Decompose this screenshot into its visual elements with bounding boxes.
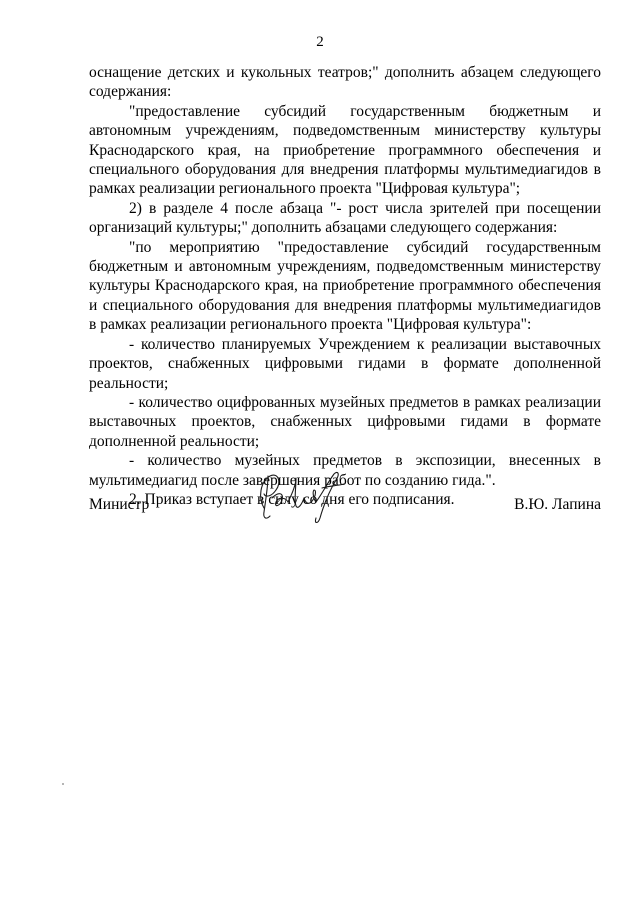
signatory-name: В.Ю. Лапина bbox=[514, 496, 601, 513]
paragraph: - количество музейных предметов в экспозиции, внесенных в мультимедиагид после завершения работ по созданию гида.". bbox=[89, 452, 601, 489]
handwritten-signature bbox=[252, 468, 348, 526]
scan-speck bbox=[62, 783, 64, 785]
page-number: 2 bbox=[316, 34, 324, 50]
paragraph: "предоставление субсидий государственным бюджетным и автономным учреждениям, подведомственным министерству культуры Краснодарского края, на приобретение программного обеспечения и специального оборудования для внедрения платформы мультимедиагидов в рамках реализации регионального проекта "Цифровая культура"; bbox=[89, 102, 601, 198]
signatory-title: Министр bbox=[89, 496, 150, 513]
paragraph: - количество планируемых Учреждением к реализации выставочных проектов, снабженных цифровыми гидами в формате дополненной реальности; bbox=[89, 335, 601, 392]
paragraph: 2) в разделе 4 после абзаца "- рост числа зрителей при посещении организаций культуры;" дополнить абзацами следующего содержания: bbox=[89, 199, 601, 237]
paragraph: - количество оцифрованных музейных предметов в рамках реализации выставочных проектов, снабженных цифровыми гидами в формате дополненной реальности; bbox=[89, 393, 601, 450]
document-body bbox=[89, 63, 601, 509]
paragraph: оснащение детских и кукольных театров;" дополнить абзацем следующего содержания: bbox=[89, 64, 601, 101]
paragraph: "по мероприятию "предоставление субсидий государственным бюджетным и автономным учреждениям, подведомственным министерству культуры Краснодарского края, на приобретение программного обеспечения и специального оборудования для внедрения платформы мультимедиагидов в рамках реализации регионального проекта "Цифровая культура": bbox=[89, 238, 601, 334]
paragraph: 2. Приказ вступает в силу со дня его подписания. bbox=[129, 490, 455, 508]
